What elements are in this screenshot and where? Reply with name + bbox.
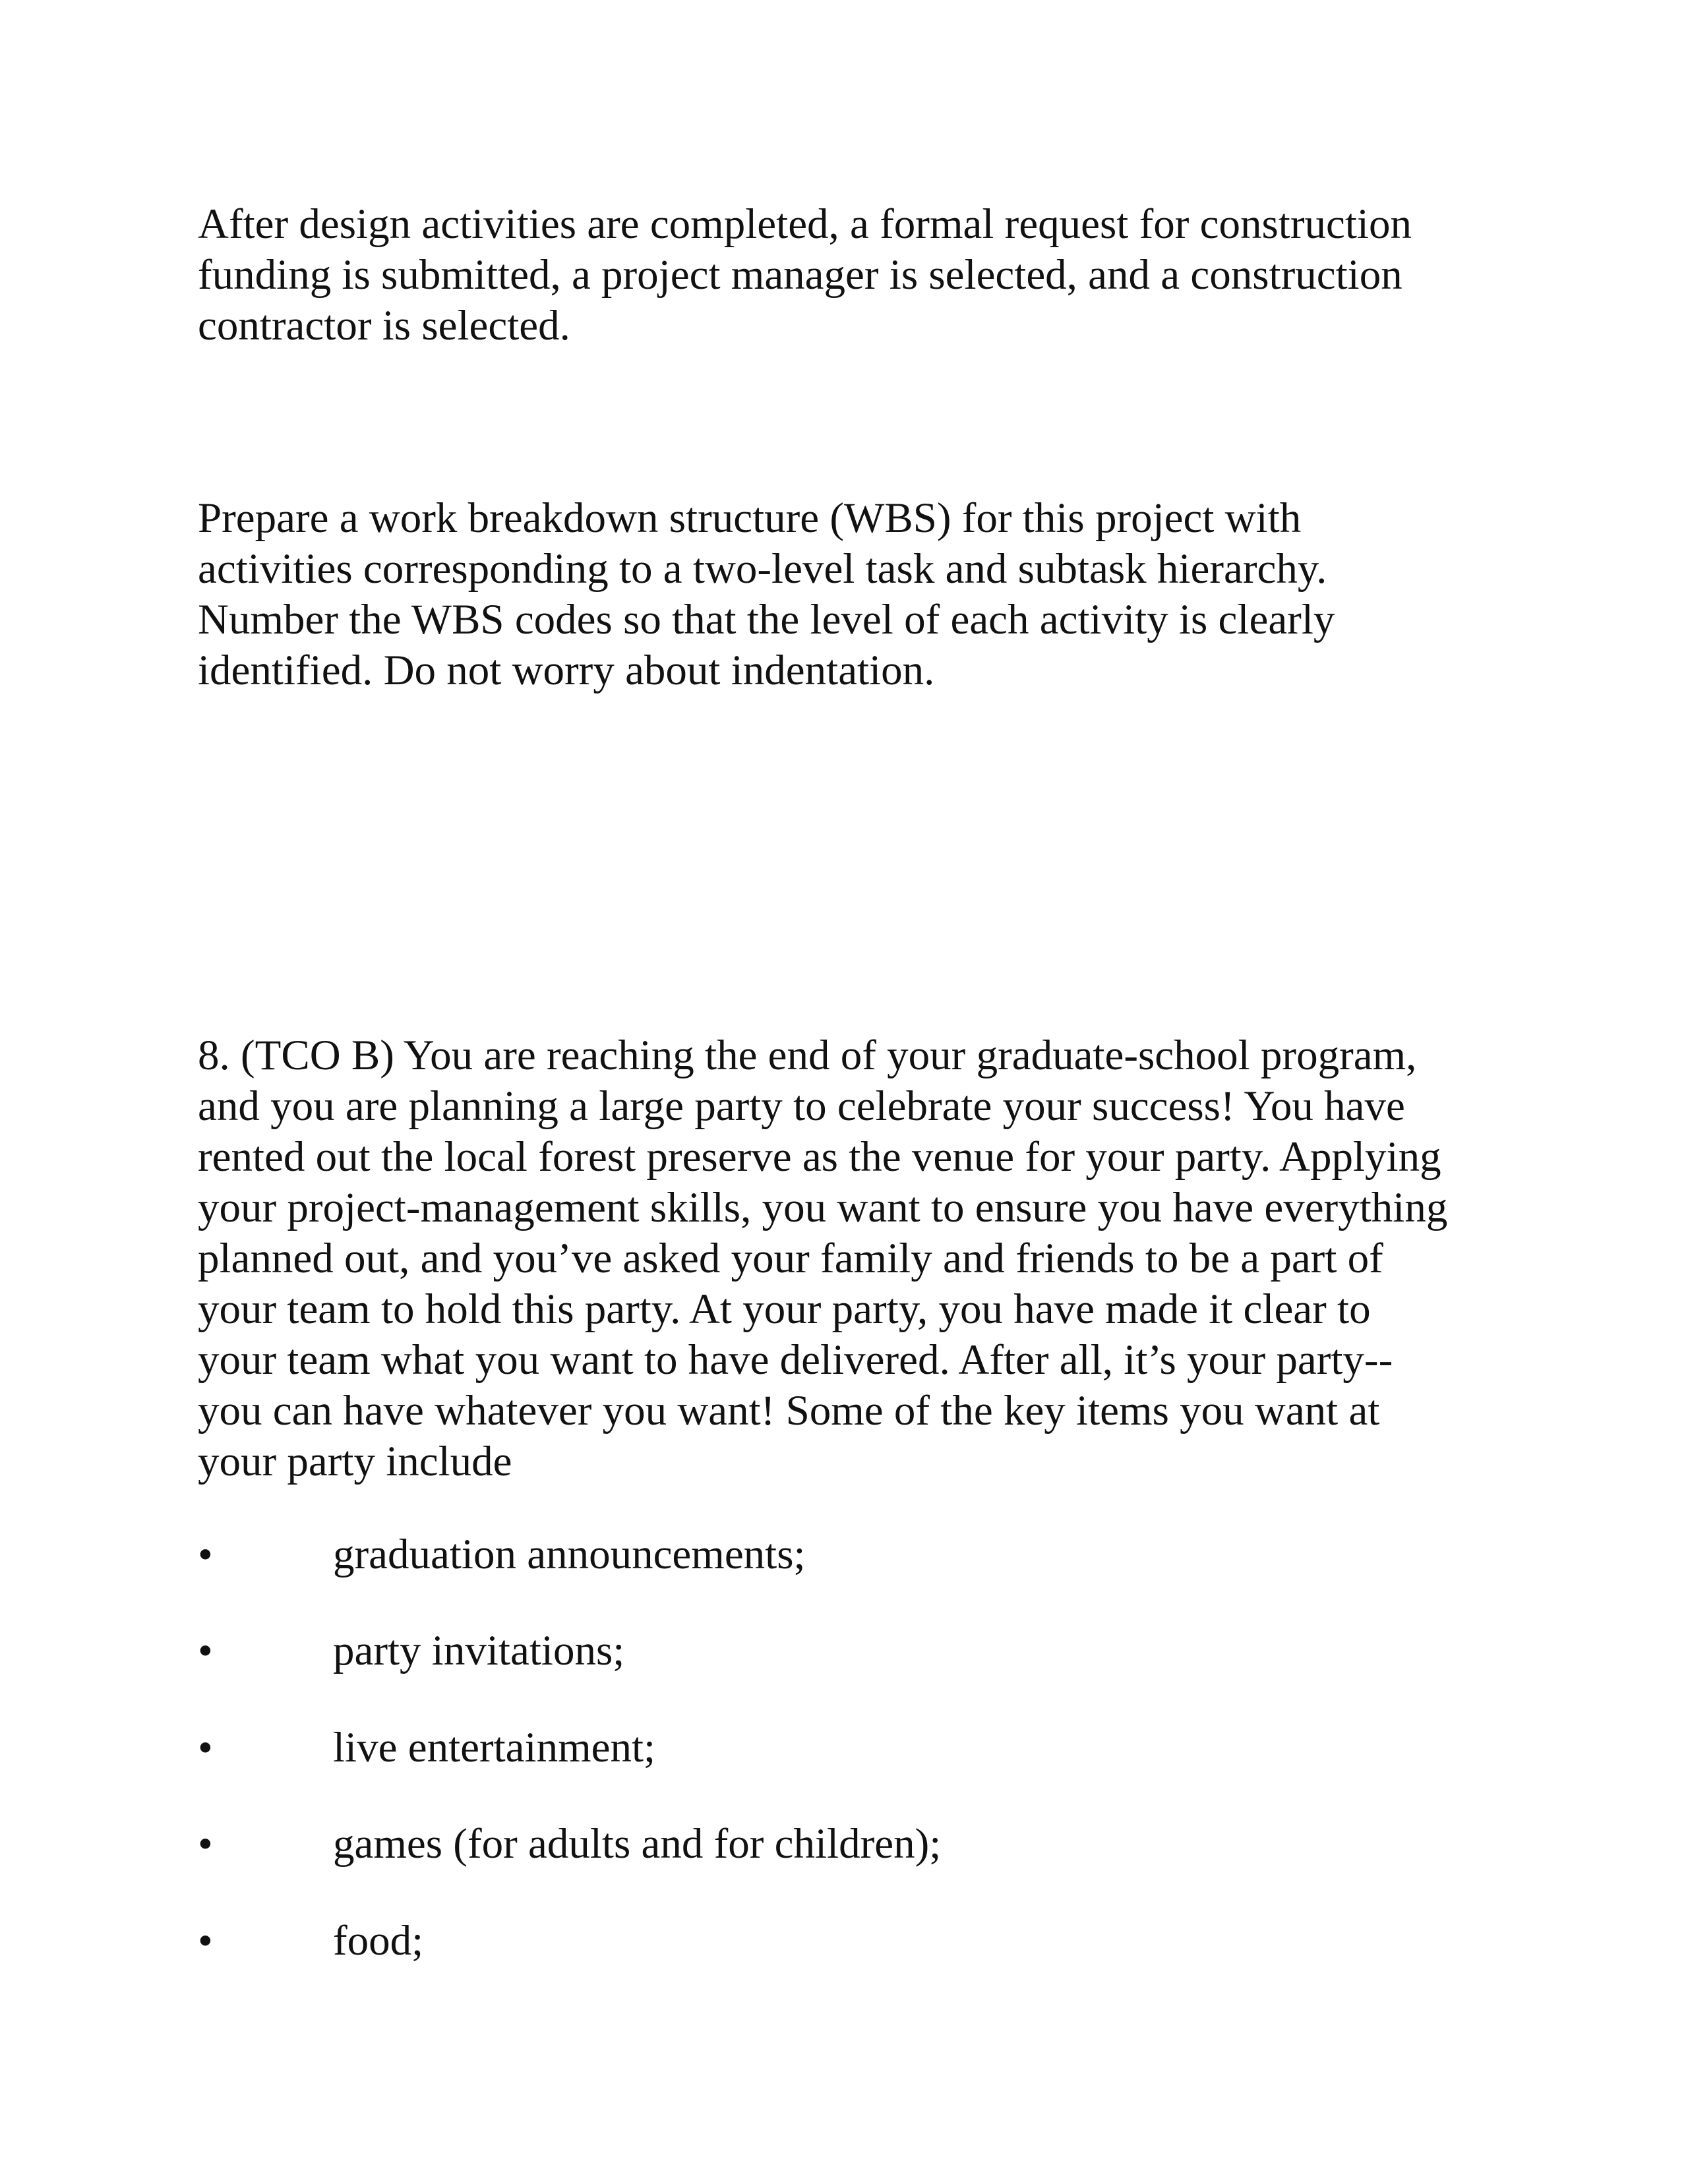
paragraph-line: Prepare a work breakdown structure (WBS) for this project with: [198, 494, 1302, 542]
list-item-text: games (for adults and for children);: [333, 1820, 942, 1868]
bullet-icon: •: [198, 1531, 213, 1578]
paragraph-line: identified. Do not worry about indentation.: [198, 647, 935, 694]
paragraph-design-activities: [198, 199, 1490, 351]
bullet-icon: •: [198, 1724, 213, 1771]
bullet-icon: •: [198, 1917, 213, 1964]
paragraph-wbs-instructions: [198, 493, 1490, 696]
paragraph-line: you can have whatever you want! Some of the key items you want at: [198, 1387, 1380, 1434]
paragraph-line: and you are planning a large party to celebrate your success! You have: [198, 1082, 1405, 1130]
bullet-icon: •: [198, 1820, 213, 1868]
paragraph-line: contractor is selected.: [198, 302, 570, 349]
paragraph-line: your project-management skills, you want to ensure you have everything: [198, 1184, 1448, 1231]
list-item-text: party invitations;: [333, 1627, 625, 1674]
paragraph-line: After design activities are completed, a formal request for construction: [198, 200, 1412, 248]
paragraph-line: 8. (TCO B) You are reaching the end of your graduate-school program,: [198, 1032, 1417, 1079]
paragraph-line: your team to hold this party. At your party, you have made it clear to: [198, 1285, 1371, 1333]
question-8-paragraph: [198, 1030, 1490, 1487]
paragraph-line: activities corresponding to a two-level task and subtask hierarchy.: [198, 545, 1327, 593]
bullet-icon: •: [198, 1627, 213, 1674]
paragraph-line: planned out, and you’ve asked your family and friends to be a part of: [198, 1235, 1383, 1282]
paragraph-line: your team what you want to have delivered. After all, it’s your party--: [198, 1336, 1393, 1384]
list-item-text: food;: [333, 1917, 424, 1964]
paragraph-line: your party include: [198, 1438, 512, 1485]
paragraph-line: rented out the local forest preserve as the venue for your party. Applying: [198, 1133, 1441, 1181]
paragraph-line: Number the WBS codes so that the level of each activity is clearly: [198, 596, 1335, 643]
list-item-text: live entertainment;: [333, 1724, 656, 1771]
list-item-text: graduation announcements;: [333, 1531, 806, 1578]
paragraph-line: funding is submitted, a project manager is selected, and a construction: [198, 251, 1402, 299]
